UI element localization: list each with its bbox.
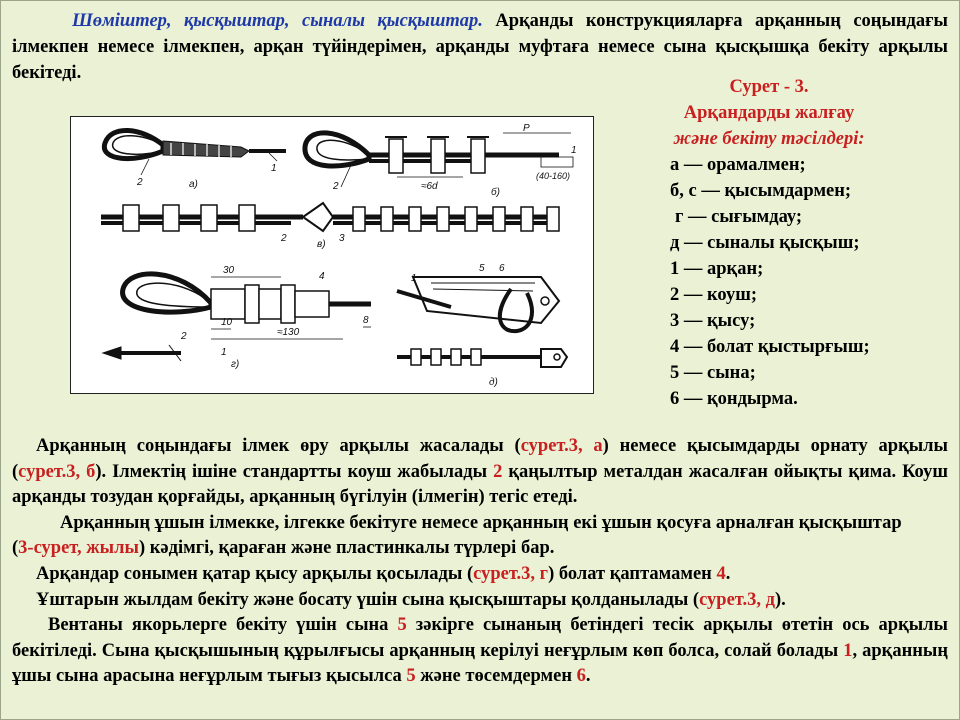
text-run: зәкірге сынаның бетіндегі тесік арқылы өтетін ось арқылы бекітіледі. Сына қысқышының құрылғысы арқанның керілуі неғұрлым көп болса, солай болады [12, 615, 948, 661]
label-g: г) [231, 359, 240, 370]
text-run: ) кәдімгі, қараған және пластинкалы түрлері бар. [138, 538, 555, 559]
text-run: Арқандар сонымен қатар қысу арқылы қосылады ( [36, 563, 474, 584]
caption-title-number: Сурет - 3. [729, 77, 809, 97]
text-run: , арқанның ұшы сына арасына неғұрлым тығыз қысылса [12, 640, 948, 687]
label-d-1: 1 [411, 273, 417, 284]
figure-d-wedge-clamp [397, 277, 567, 367]
paragraph-4 [12, 562, 948, 588]
legend-item: г — сығымдау; [675, 207, 803, 227]
label-v: в) [317, 239, 326, 250]
label-g-1: 1 [221, 347, 227, 358]
legend-item: б, с — қысымдармен; [670, 181, 852, 201]
label-dim-40: (40-160) [536, 171, 571, 181]
label-d-5: 5 [479, 263, 485, 274]
legend-item: д — сыналы қысқыш; [670, 233, 860, 253]
caption-title-line1: Арқандарды жалғау [683, 103, 855, 123]
caption-title-line2: және бекіту тәсілдері: [673, 129, 865, 149]
figure-ref: сурет.3, а [520, 436, 603, 456]
figure-ref: сурет.3, д [699, 589, 775, 610]
label-dim-30: 30 [223, 265, 235, 276]
legend-item: а — орамалмен; [670, 155, 806, 175]
figure-g-pressed-sleeve [103, 274, 371, 361]
text-run: ). [775, 589, 786, 610]
text-run: . [725, 563, 731, 584]
text-run: Арқанның соңындағы ілмек өру арқылы жасалады ( [36, 436, 521, 456]
rope-fastening-figure [70, 116, 594, 394]
legend-item: 2 — коуш; [670, 285, 757, 305]
part-number: 5 [397, 615, 407, 636]
text-run: ( [12, 538, 19, 559]
label-dim-130: ≈130 [277, 327, 300, 338]
label-a-1: 1 [271, 163, 277, 174]
legend-item: 3 — қысу; [670, 311, 756, 331]
figure-ref: сурет.3, г [473, 563, 549, 584]
figure-ref: 3-сурет, жылы [18, 538, 139, 559]
part-number: 5 [406, 666, 416, 687]
label-dim-8: 8 [363, 315, 369, 326]
part-number: 4 [716, 563, 726, 584]
text-run: ) немесе қысымдарды орнату арқылы ( [12, 436, 949, 482]
intro-lead: Шөмiштер, қысқыштар, сыналы қысқыштар. [72, 11, 483, 31]
label-g-4: 4 [319, 271, 325, 282]
text-run: . [585, 666, 591, 687]
label-v-2: 2 [281, 233, 287, 244]
label-d: д) [489, 377, 498, 388]
text-run: қаңылтыр металдан жасалған ойықты қима. Коуш арқанды тозудан қорғайды, арқанның бүгілуін (ілмегін) тегіс етеді. [12, 461, 948, 508]
legend-item: 5 — сына; [670, 363, 756, 383]
paragraph-1 [12, 434, 948, 511]
text-run: Ұштарын жылдам бекіту және босату үшін сына қысқыштары қолданылады ( [36, 589, 700, 610]
technical-drawing [71, 117, 593, 393]
legend-item: 6 — қондырма. [670, 389, 798, 409]
label-b-1: 1 [571, 145, 577, 156]
legend-item: 1 — арқан; [670, 259, 764, 279]
figure-caption [644, 74, 894, 412]
label-dim-6d: ≈6d [421, 181, 438, 192]
label-b-2: 2 [333, 181, 339, 192]
part-number: 6 [576, 666, 586, 687]
paragraph-2: Арқанның ұшын ілмекке, ілгекке бекітуге немесе арқанның екі ұшын қосуға арналған қысқыштар [60, 512, 902, 533]
text-run: ). Ілмектің ішіне стандартты коуш жабылады [95, 461, 494, 482]
paragraph-6 [12, 613, 948, 690]
label-g-2: 2 [181, 331, 187, 342]
label-a: а) [189, 179, 198, 190]
body-text [12, 434, 948, 690]
figure-a-spliced-eye [104, 130, 286, 175]
figure-v-plate-clamps [101, 203, 559, 231]
paragraph-5 [12, 588, 948, 614]
label-v-3: 3 [339, 233, 345, 244]
text-run: Вентаны якорьлерге бекіту үшін сына [48, 615, 398, 636]
figure-b-clamped-eye [305, 133, 573, 187]
paragraph-3 [12, 536, 948, 562]
label-a-2: 2 [137, 177, 143, 188]
label-dim-10: 10 [221, 317, 233, 328]
intro-text: Арқанды конструкцияларға арқанның соңындағы ілмекпен немесе ілмекпен, арқан түйіндерімен, арқанды муфтаға немесе сына қысқышқа бекіту арқылы бекітеді. [12, 11, 948, 83]
label-dim-p: P [523, 123, 530, 134]
figure-ref: сурет.3, б [18, 461, 96, 482]
text-run: ) болат қаптамамен [548, 563, 717, 584]
label-b: б) [491, 187, 500, 198]
text-run: және төсемдермен [415, 666, 577, 687]
part-number: 1 [843, 640, 853, 661]
part-number: 2 [493, 461, 503, 482]
legend-item: 4 — болат қыстырғыш; [670, 337, 870, 357]
label-d-6: 6 [499, 263, 505, 274]
